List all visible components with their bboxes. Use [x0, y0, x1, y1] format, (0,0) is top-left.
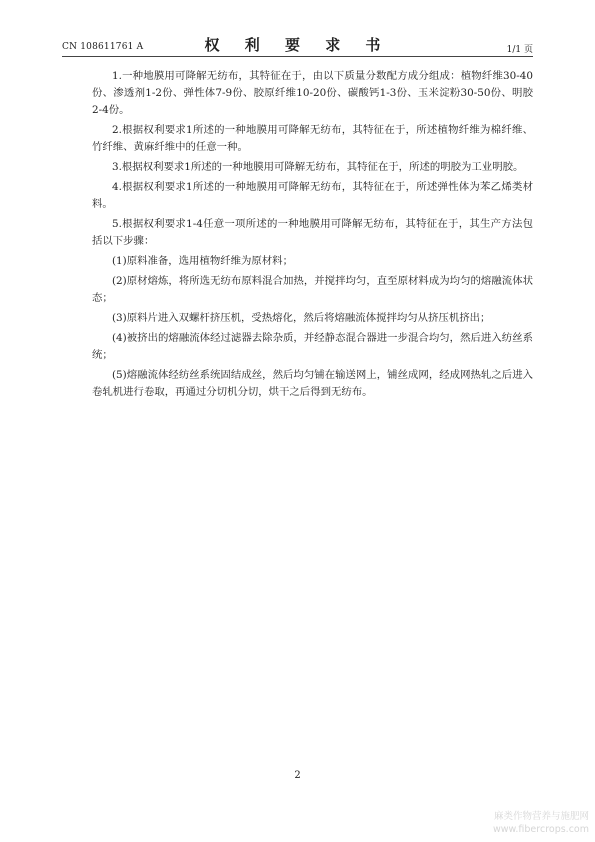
- claim-5-step-2: (2)原材熔炼，将所选无纺布原料混合加热，并搅拌均匀，直至原材料成为均匀的熔融流体状态；: [92, 275, 533, 304]
- watermark-site-name: 麻类作物营养与施肥网: [493, 811, 589, 822]
- document-title: 权 利 要 求 书: [204, 36, 391, 54]
- claim-5-step-5: (5)熔融流体经纺丝系统固结成丝，然后均匀铺在输送网上，铺丝成网，经成网热轧之后进入卷轧机进行卷取，再通过分切机分切，烘干之后得到无纺布。: [92, 369, 533, 398]
- site-watermark: [493, 810, 589, 836]
- publication-number: CN 108611761 A: [62, 42, 144, 52]
- claim-2: 2.根据权利要求1所述的一种地膜用可降解无纺布，其特征在于，所述植物纤维为棉纤维、竹纤维、黄麻纤维中的任意一种。: [92, 124, 533, 153]
- claim-5-step-3: (3)原料片进入双螺杆挤压机，受热熔化，然后将熔融流体搅拌均匀从挤压机挤出；: [112, 312, 491, 324]
- claim-5-step-4: (4)被挤出的熔融流体经过滤器去除杂质，并经静态混合器进一步混合均匀，然后进入纺丝系统；: [92, 332, 533, 361]
- page-header: [62, 34, 533, 56]
- claim-1: 1.一种地膜用可降解无纺布，其特征在于，由以下质量分数配方成分组成：植物纤维30-40份、渗透剂1-2份、弹性体7-9份、胶原纤维10-20份、碳酸钙1-3份、玉米淀粉30-50份、明胶2-4份。: [92, 70, 533, 116]
- claims-body: [92, 68, 533, 404]
- claim-4: 4.根据权利要求1所述的一种地膜用可降解无纺布，其特征在于，所述弹性体为苯乙烯类材料。: [92, 181, 533, 210]
- claim-5: 5.根据权利要求1-4任意一项所述的一种地膜用可降解无纺布，其特征在于，其生产方法包括以下步骤：: [92, 218, 533, 247]
- watermark-site-url: www.fibercrops.com: [492, 824, 589, 835]
- claim-5-step-1: (1)原料准备，选用植物纤维为原材料；: [112, 255, 293, 267]
- header-divider: [62, 56, 533, 57]
- claim-3: 3.根据权利要求1所述的一种地膜用可降解无纺布，其特征在于，所述的明胶为工业明胶。: [112, 161, 524, 173]
- page-number: 2: [294, 770, 301, 781]
- page-count: 1/1 页: [506, 45, 533, 55]
